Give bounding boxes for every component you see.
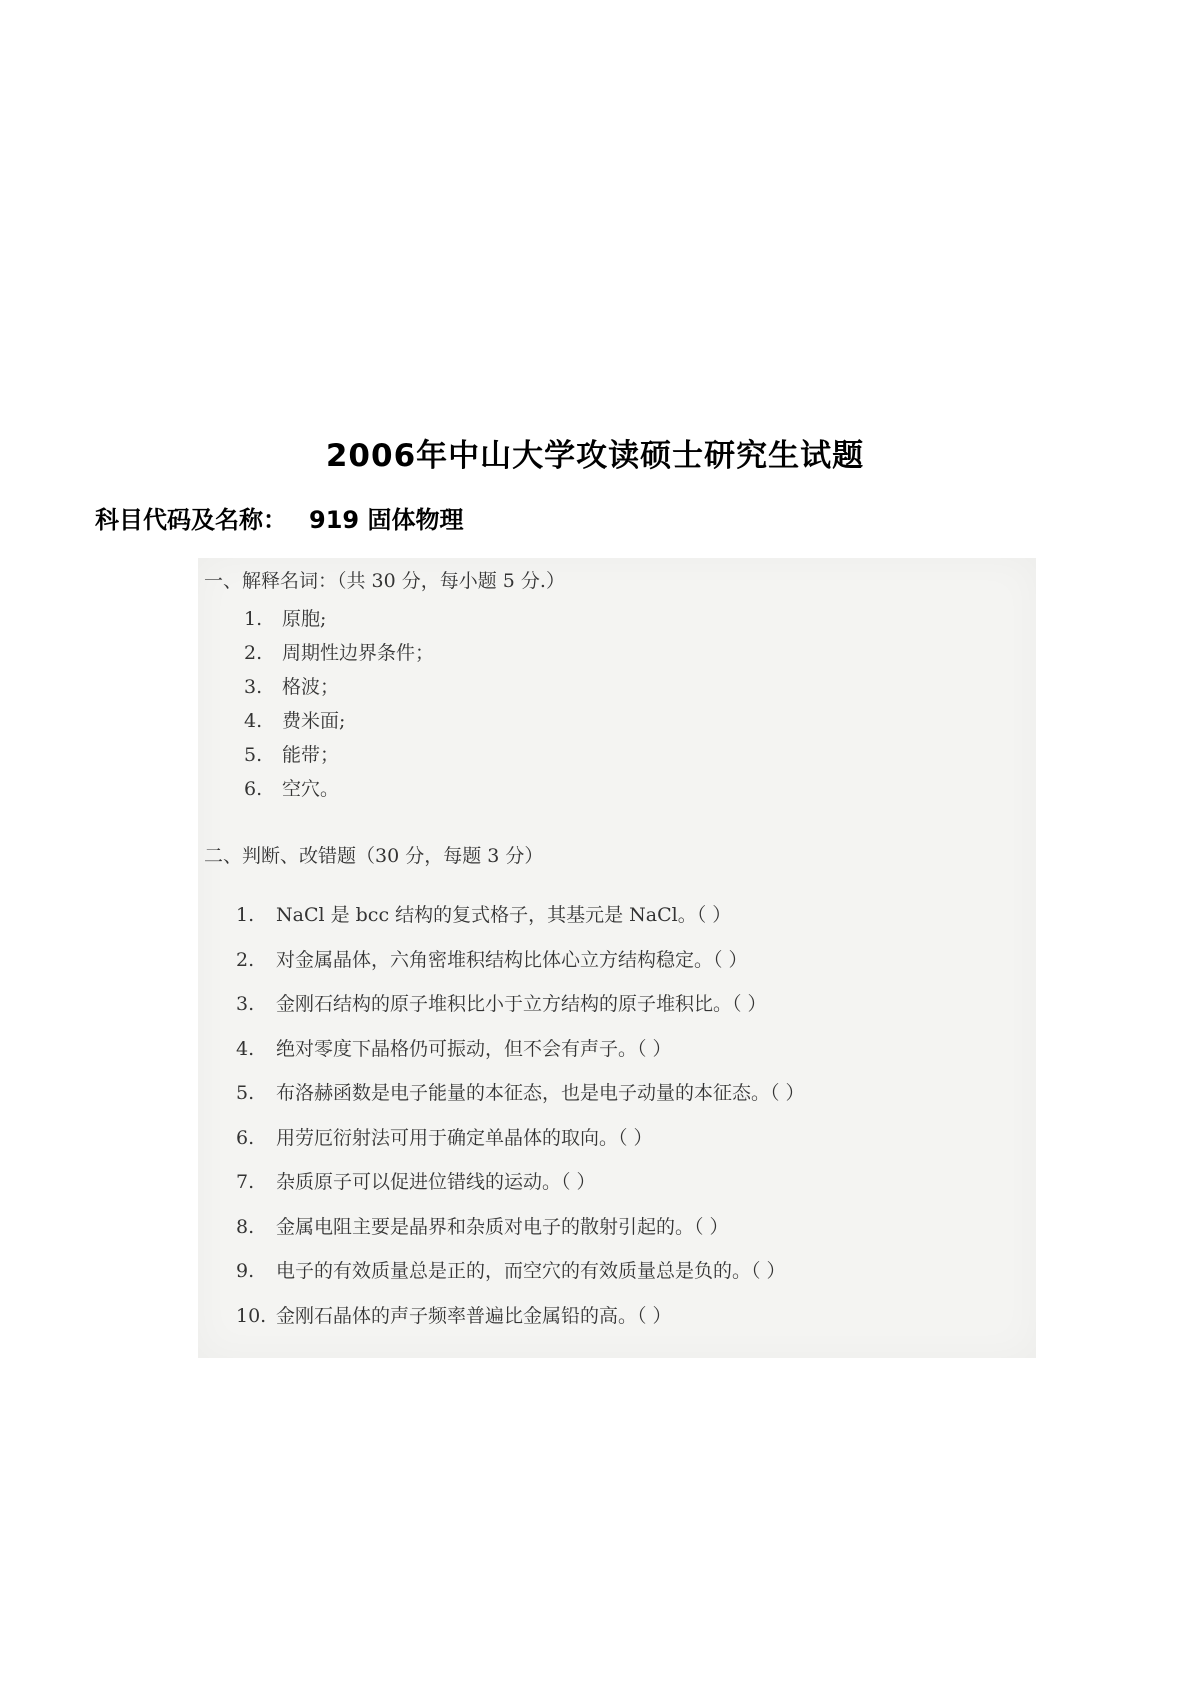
list-item: [244, 738, 434, 772]
item-text: 空穴。: [282, 778, 340, 800]
item-number: 4.: [244, 710, 263, 732]
item-number: 2.: [236, 948, 255, 971]
item-text: 金属电阻主要是晶界和杂质对电子的散射引起的。（ ）: [276, 1215, 729, 1238]
item-number: 5.: [236, 1082, 255, 1104]
item-number: 6.: [236, 1126, 255, 1149]
list-item: [236, 893, 805, 938]
section-2-heading: 二、判断、改错题（30 分，每题 3 分）: [204, 845, 544, 867]
exam-questions-scan: [198, 558, 1036, 1358]
item-text: 布洛赫函数是电子能量的本征态，也是电子动量的本征态。（ ）: [276, 1082, 805, 1104]
list-item: [244, 670, 434, 704]
list-item: [236, 1205, 805, 1250]
item-text: 能带；: [282, 744, 340, 766]
list-item: [244, 602, 434, 636]
item-text: 金刚石晶体的声子频率普遍比金属铅的高。（ ）: [276, 1304, 672, 1327]
item-number: 6.: [244, 778, 263, 800]
item-number: 4.: [236, 1037, 255, 1060]
page-title: 2006年中山大学攻读硕士研究生试题: [325, 438, 865, 474]
list-item: [236, 1116, 805, 1161]
subject-label: 科目代码及名称：: [95, 506, 287, 534]
item-text: 电子的有效质量总是正的，而空穴的有效质量总是负的。（ ）: [276, 1260, 786, 1282]
section-1-heading: 一、解释名词：（共 30 分，每小题 5 分.）: [204, 570, 565, 592]
list-item: [236, 1249, 805, 1294]
item-text: 周期性边界条件；: [282, 642, 435, 664]
item-number: 2.: [244, 642, 263, 664]
true-false-list: [236, 893, 805, 1338]
list-item: [236, 1027, 805, 1072]
list-item: [244, 636, 434, 670]
item-number: 5.: [244, 744, 263, 766]
list-item: [244, 704, 434, 738]
item-text: 用劳厄衍射法可用于确定单晶体的取向。（ ）: [276, 1126, 653, 1149]
list-item: [236, 1071, 805, 1116]
list-item: [236, 982, 805, 1027]
item-number: 1.: [244, 608, 263, 630]
term-list: [244, 602, 434, 806]
item-number: 9.: [236, 1260, 255, 1282]
subject-line: [95, 500, 463, 535]
item-text: 金刚石结构的原子堆积比小于立方结构的原子堆积比。（ ）: [276, 993, 767, 1015]
item-text: 格波；: [282, 676, 340, 698]
item-number: 7.: [236, 1171, 255, 1193]
item-number: 10.: [236, 1304, 267, 1327]
item-text: 对金属晶体，六角密堆积结构比体心立方结构稳定。（ ）: [276, 948, 748, 971]
list-item: [244, 772, 434, 806]
list-item: [236, 938, 805, 983]
list-item: [236, 1294, 805, 1339]
item-text: 绝对零度下晶格仍可振动，但不会有声子。（ ）: [276, 1037, 672, 1060]
item-number: 3.: [236, 993, 255, 1015]
item-text: 费米面;: [282, 710, 346, 732]
item-number: 1.: [236, 904, 255, 926]
item-text: NaCl 是 bcc 结构的复式格子，其基元是 NaCl。（ ）: [276, 904, 732, 926]
item-text: 杂质原子可以促进位错线的运动。（ ）: [276, 1171, 596, 1193]
item-number: 8.: [236, 1215, 255, 1238]
item-text: 原胞;: [282, 608, 327, 630]
item-number: 3.: [244, 676, 263, 698]
subject-value: 919 固体物理: [309, 506, 464, 534]
list-item: [236, 1160, 805, 1205]
